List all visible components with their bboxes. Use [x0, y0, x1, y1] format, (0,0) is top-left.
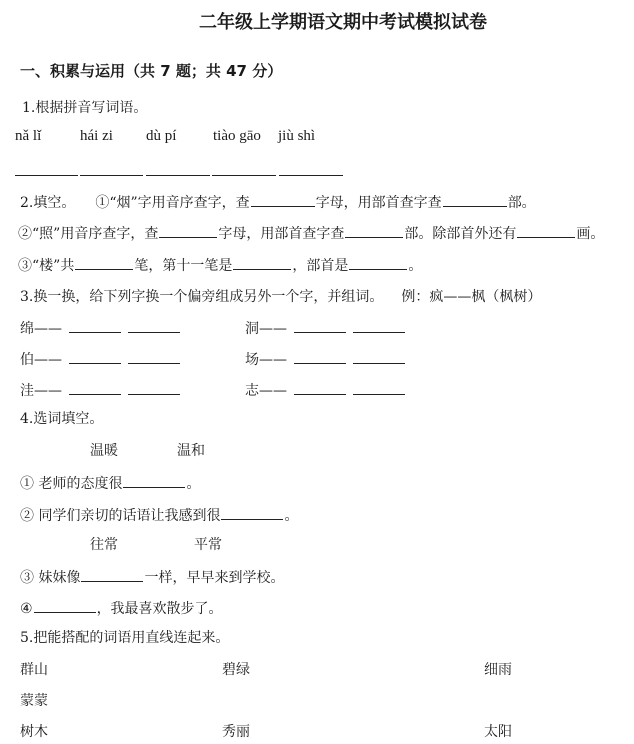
blank[interactable]	[128, 380, 180, 395]
q3-row-3-right	[245, 380, 406, 401]
blank[interactable]	[159, 223, 217, 238]
blank[interactable]	[128, 318, 180, 333]
pinyin-2: hái zi	[80, 128, 113, 144]
q4-sentence-3	[20, 567, 284, 588]
q1-stem: 1.根据拼音写词语。	[22, 100, 148, 116]
q2-line-1	[20, 192, 536, 213]
q2-line-3	[18, 255, 422, 276]
q2-item3-text-b: 笔，第十一笔是	[134, 258, 233, 274]
blank[interactable]	[128, 349, 180, 364]
q4-s4-text-a: ④	[20, 601, 33, 617]
q4-s1-text-a: ① 老师的态度很	[20, 476, 123, 492]
answer-blank-2[interactable]	[80, 175, 143, 176]
q1-pinyin-row	[0, 128, 634, 148]
blank[interactable]	[353, 349, 405, 364]
q3-char: 伯——	[20, 352, 62, 368]
q5-word[interactable]: 太阳	[484, 724, 512, 740]
q3-row-2-left	[20, 349, 181, 370]
q5-word[interactable]: 细雨	[484, 662, 512, 678]
q2-stem: 2.填空。	[20, 195, 76, 211]
q3-row-1-left	[20, 318, 181, 339]
q4-s3-text-b: 一样，早早来到学校。	[144, 570, 285, 586]
blank[interactable]	[69, 318, 121, 333]
q5-word[interactable]: 群山	[20, 662, 48, 678]
pinyin-5: jiù shì	[278, 128, 316, 144]
q2-item2-text-a: ②“照”用音序查字，查	[18, 226, 159, 242]
blank[interactable]	[233, 255, 291, 270]
section-heading: 一、积累与运用（共 7 题；共 47 分）	[20, 62, 283, 80]
q3-char: 洼——	[20, 383, 62, 399]
q4-sentence-2	[20, 505, 298, 526]
answer-blank-4[interactable]	[212, 175, 276, 176]
pinyin-3: dù pí	[146, 128, 177, 144]
q3-row-2-right	[245, 349, 406, 370]
q4-s2-text-a: ② 同学们亲切的话语让我感到很	[20, 508, 221, 524]
blank[interactable]	[81, 567, 143, 582]
blank[interactable]	[294, 318, 346, 333]
q2-item2-text-d: 画。	[576, 226, 605, 242]
q2-item3-text-c: ，部首是	[292, 258, 349, 274]
blank[interactable]	[353, 380, 405, 395]
blank[interactable]	[123, 473, 185, 488]
q3-stem: 3.换一换，给下列字换一个偏旁组成另外一个字，并组词。	[20, 289, 384, 305]
blank[interactable]	[69, 380, 121, 395]
q4-s3-text-a: ③ 妹妹像	[20, 570, 81, 586]
pinyin-1: nǎ lǐ	[15, 128, 42, 144]
q5-word[interactable]: 树木	[20, 724, 48, 740]
blank[interactable]	[221, 505, 283, 520]
q2-line-2	[18, 223, 604, 244]
blank[interactable]	[517, 223, 575, 238]
q2-item3-text-a: ③“楼”共	[18, 258, 75, 274]
exam-title: 二年级上学期语文期中考试模拟试卷	[199, 12, 487, 33]
blank[interactable]	[251, 192, 315, 207]
q4-sentence-1	[20, 473, 200, 494]
q4-option-4: 平常	[194, 537, 222, 553]
q4-stem: 4.选词填空。	[20, 411, 104, 427]
blank[interactable]	[443, 192, 507, 207]
blank[interactable]	[349, 255, 407, 270]
q3-example: 例：疯——枫（枫树）	[401, 289, 542, 305]
q2-item1-text-a: ①“烟”字用音序查字，查	[95, 195, 250, 211]
blank[interactable]	[75, 255, 133, 270]
q4-s2-text-b: 。	[284, 508, 299, 524]
q3-char: 场——	[245, 352, 287, 368]
blank[interactable]	[34, 598, 96, 613]
q4-s4-text-b: ，我最喜欢散步了。	[96, 601, 223, 617]
answer-blank-3[interactable]	[146, 175, 210, 176]
q4-option-1: 温暖	[90, 443, 118, 459]
q4-sentence-4	[20, 598, 223, 619]
q2-item2-text-b: 字母，用部首查字查	[218, 226, 345, 242]
blank[interactable]	[69, 349, 121, 364]
pinyin-4: tiào gāo	[213, 128, 261, 144]
blank[interactable]	[294, 349, 346, 364]
q3-char: 洞——	[245, 321, 287, 337]
q5-word[interactable]: 蒙蒙	[20, 693, 48, 709]
q3-char: 绵——	[20, 321, 62, 337]
answer-blank-5[interactable]	[279, 175, 343, 176]
q5-word[interactable]: 秀丽	[222, 724, 250, 740]
q5-stem: 5.把能搭配的词语用直线连起来。	[20, 630, 230, 646]
q4-option-3: 往常	[90, 537, 118, 553]
q3-stem-row	[20, 287, 541, 307]
blank[interactable]	[345, 223, 403, 238]
q2-item1-text-b: 字母，用部首查字查	[315, 195, 442, 211]
q4-s1-text-b: 。	[186, 476, 201, 492]
q3-char: 志——	[245, 383, 287, 399]
q2-item3-text-d: 。	[408, 258, 423, 274]
q2-item1-text-c: 部。	[507, 195, 536, 211]
blank[interactable]	[294, 380, 346, 395]
q4-option-2: 温和	[177, 443, 205, 459]
q3-row-3-left	[20, 380, 181, 401]
q2-item2-text-c: 部。除部首外还有	[404, 226, 517, 242]
answer-blank-1[interactable]	[15, 175, 78, 176]
blank[interactable]	[353, 318, 405, 333]
q3-row-1-right	[245, 318, 406, 339]
q5-word[interactable]: 碧绿	[222, 662, 250, 678]
